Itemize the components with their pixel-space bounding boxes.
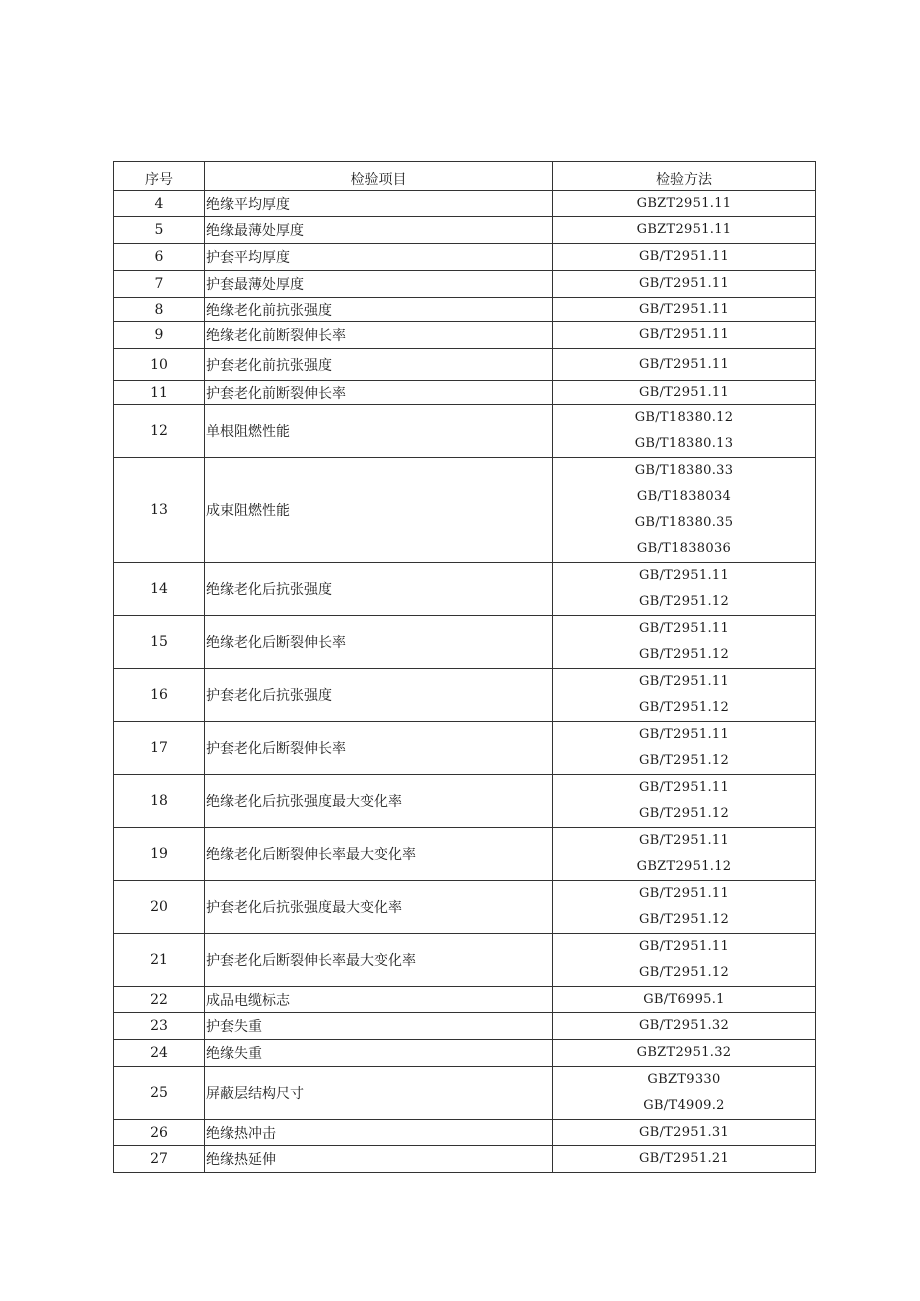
method-code: GBZT2951.32: [636, 1045, 732, 1060]
table-row: [114, 775, 816, 828]
method-code: GB/T2951.12: [638, 700, 730, 715]
row-number: 7: [114, 271, 205, 298]
row-item: 护套最薄处厚度: [205, 271, 553, 298]
table-row: [114, 349, 816, 381]
table-row: [114, 271, 816, 298]
row-number: 27: [114, 1146, 205, 1173]
table-row: [114, 381, 816, 405]
row-item: 绝缘热冲击: [205, 1120, 553, 1146]
method-code: GB/T2951.11: [638, 939, 730, 954]
table-row: [114, 563, 816, 616]
table-row: [114, 828, 816, 881]
row-methods: [553, 1040, 816, 1067]
row-item: 绝缘老化后抗张强度: [205, 563, 553, 616]
row-number: 10: [114, 349, 205, 381]
inspection-table: [113, 161, 816, 1173]
row-item: 绝缘最薄处厚度: [205, 217, 553, 244]
row-item: 绝缘热延伸: [205, 1146, 553, 1173]
table-row: [114, 1040, 816, 1067]
row-methods: [553, 1146, 816, 1173]
header-method: 检验方法: [553, 162, 816, 191]
row-item: 护套老化后抗张强度最大变化率: [205, 881, 553, 934]
method-code: GB/T2951.11: [638, 833, 730, 848]
row-item: 绝缘老化前断裂伸长率: [205, 322, 553, 349]
table-row: [114, 217, 816, 244]
row-item: 绝缘老化后断裂伸长率最大变化率: [205, 828, 553, 881]
row-number: 6: [114, 244, 205, 271]
row-methods: [553, 934, 816, 987]
row-methods: [553, 775, 816, 828]
method-code: GB/T18380.33: [634, 463, 734, 478]
row-methods: [553, 669, 816, 722]
method-code: GB/T2951.11: [638, 301, 730, 317]
table-row: [114, 881, 816, 934]
header-row: [114, 162, 816, 191]
row-item: 护套平均厚度: [205, 244, 553, 271]
row-item: 单根阻燃性能: [205, 405, 553, 458]
row-methods: [553, 191, 816, 217]
method-code: GB/T2951.11: [638, 276, 730, 291]
row-methods: [553, 616, 816, 669]
row-methods: [553, 1067, 816, 1120]
table-row: [114, 298, 816, 322]
row-number: 14: [114, 563, 205, 616]
row-methods: [553, 1013, 816, 1040]
method-code: GB/T2951.12: [638, 912, 730, 927]
method-code: GB/T2951.11: [638, 621, 730, 636]
table-row: [114, 244, 816, 271]
table-body: [114, 191, 816, 1173]
row-number: 12: [114, 405, 205, 458]
method-code: GB/T2951.11: [638, 780, 730, 795]
row-item: 绝缘老化前抗张强度: [205, 298, 553, 322]
method-code: GB/T1838036: [636, 541, 732, 556]
row-methods: [553, 987, 816, 1013]
table-row: [114, 987, 816, 1013]
row-number: 22: [114, 987, 205, 1013]
method-code: GB/T18380.12: [634, 410, 734, 425]
row-methods: [553, 722, 816, 775]
method-code: GB/T2951.31: [638, 1124, 730, 1140]
row-methods: [553, 322, 816, 349]
row-number: 26: [114, 1120, 205, 1146]
table-row: [114, 1013, 816, 1040]
row-methods: [553, 458, 816, 563]
method-code: GB/T2951.11: [638, 384, 730, 400]
row-item: 绝缘老化后断裂伸长率: [205, 616, 553, 669]
row-methods: [553, 217, 816, 244]
table-row: [114, 616, 816, 669]
table-row: [114, 722, 816, 775]
method-code: GBZT2951.12: [636, 859, 732, 874]
row-item: 绝缘平均厚度: [205, 191, 553, 217]
table-row: [114, 1146, 816, 1173]
row-item: 绝缘失重: [205, 1040, 553, 1067]
method-code: GB/T2951.11: [638, 886, 730, 901]
table-row: [114, 1067, 816, 1120]
header-item: 检验项目: [205, 162, 553, 191]
method-code: GB/T2951.21: [638, 1151, 730, 1166]
row-number: 18: [114, 775, 205, 828]
method-code: GB/T2951.11: [638, 356, 730, 372]
row-methods: [553, 349, 816, 381]
row-item: 绝缘老化后抗张强度最大变化率: [205, 775, 553, 828]
row-methods: [553, 271, 816, 298]
header-no: 序号: [114, 162, 205, 191]
row-item: 护套老化后断裂伸长率最大变化率: [205, 934, 553, 987]
row-number: 4: [114, 191, 205, 217]
row-methods: [553, 1120, 816, 1146]
row-methods: [553, 881, 816, 934]
row-methods: [553, 298, 816, 322]
row-number: 21: [114, 934, 205, 987]
row-methods: [553, 828, 816, 881]
method-code: GB/T2951.12: [638, 965, 730, 980]
row-item: 护套老化前断裂伸长率: [205, 381, 553, 405]
method-code: GB/T2951.32: [638, 1018, 730, 1033]
method-code: GBZT2951.11: [636, 222, 732, 237]
table-row: [114, 322, 816, 349]
row-number: 24: [114, 1040, 205, 1067]
row-item: 护套失重: [205, 1013, 553, 1040]
row-methods: [553, 405, 816, 458]
method-code: GB/T2951.11: [638, 674, 730, 689]
row-number: 25: [114, 1067, 205, 1120]
method-code: GB/T1838034: [636, 489, 732, 504]
row-number: 20: [114, 881, 205, 934]
method-code: GBZT9330: [647, 1072, 721, 1087]
table-row: [114, 458, 816, 563]
row-number: 23: [114, 1013, 205, 1040]
row-number: 5: [114, 217, 205, 244]
method-code: GB/T2951.12: [638, 806, 730, 821]
row-number: 8: [114, 298, 205, 322]
method-code: GB/T2951.12: [638, 753, 730, 768]
row-number: 16: [114, 669, 205, 722]
table-row: [114, 1120, 816, 1146]
table-row: [114, 669, 816, 722]
table-row: [114, 934, 816, 987]
row-number: 19: [114, 828, 205, 881]
table-row: [114, 405, 816, 458]
method-code: GB/T2951.11: [638, 249, 730, 264]
row-methods: [553, 381, 816, 405]
method-code: GB/T4909.2: [643, 1098, 725, 1113]
method-code: GB/T2951.11: [638, 727, 730, 742]
method-code: GB/T2951.11: [638, 327, 730, 342]
row-item: 护套老化前抗张强度: [205, 349, 553, 381]
row-number: 11: [114, 381, 205, 405]
row-item: 成品电缆标志: [205, 987, 553, 1013]
method-code: GB/T6995.1: [643, 991, 725, 1007]
row-item: 护套老化后抗张强度: [205, 669, 553, 722]
row-number: 17: [114, 722, 205, 775]
table-row: [114, 191, 816, 217]
row-item: 成束阻燃性能: [205, 458, 553, 563]
row-number: 13: [114, 458, 205, 563]
row-number: 9: [114, 322, 205, 349]
row-methods: [553, 563, 816, 616]
row-item: 护套老化后断裂伸长率: [205, 722, 553, 775]
method-code: GB/T18380.35: [634, 515, 734, 530]
method-code: GBZT2951.11: [636, 195, 732, 211]
row-methods: [553, 244, 816, 271]
row-item: 屏蔽层结构尺寸: [205, 1067, 553, 1120]
row-number: 15: [114, 616, 205, 669]
method-code: GB/T2951.11: [638, 568, 730, 583]
method-code: GB/T2951.12: [638, 647, 730, 662]
method-code: GB/T18380.13: [634, 436, 734, 451]
method-code: GB/T2951.12: [638, 594, 730, 609]
